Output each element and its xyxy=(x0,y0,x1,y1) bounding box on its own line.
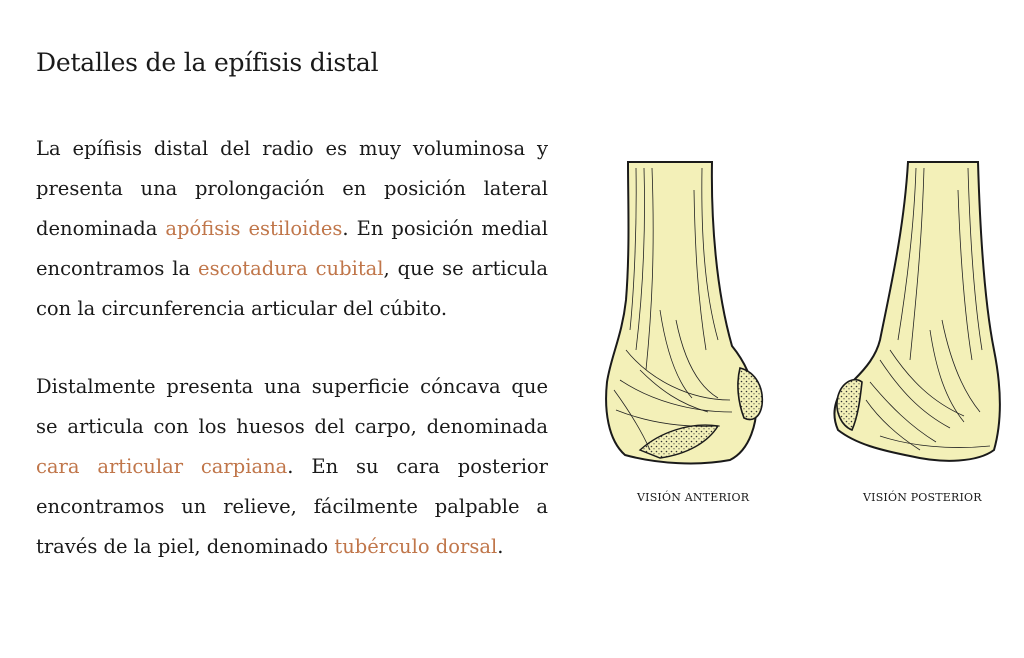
paragraph-text: . En su cara posterior encontramos un relieve, fácilmente palpable a través de la piel, denominado xyxy=(36,455,548,558)
caption-posterior-view: VISIÓN POSTERIOR xyxy=(863,491,982,504)
paragraph-text: La epífisis distal del radio es muy voluminosa y presenta una prolongación en posición lateral denominada xyxy=(36,137,548,240)
paragraph-2 xyxy=(36,367,548,567)
body-text xyxy=(36,129,548,605)
paragraph-text: . xyxy=(497,535,504,558)
paragraph-1 xyxy=(36,129,548,329)
term-cara-articular-carpiana: cara articular carpiana xyxy=(36,455,288,478)
caption-anterior-view: VISIÓN ANTERIOR xyxy=(637,491,750,504)
paragraph-text: , que se articula con la circunferencia articular del cúbito. xyxy=(36,257,548,320)
radius-distal-illustration xyxy=(580,150,1010,520)
paragraph-text: Distalmente presenta una superficie cóncava que se articula con los huesos del carpo, denominada xyxy=(36,375,548,438)
anterior-view-bone xyxy=(606,162,762,463)
paragraph-text: . En posición medial encontramos la xyxy=(36,217,548,280)
term-escotadura-cubital: escotadura cubital xyxy=(198,257,384,280)
term-apofisis-estiloides: apófisis estiloides xyxy=(165,217,343,240)
term-tuberculo-dorsal: tubérculo dorsal xyxy=(334,535,498,558)
section-title: Detalles de la epífisis distal xyxy=(36,48,379,77)
posterior-view-bone xyxy=(835,162,1000,461)
